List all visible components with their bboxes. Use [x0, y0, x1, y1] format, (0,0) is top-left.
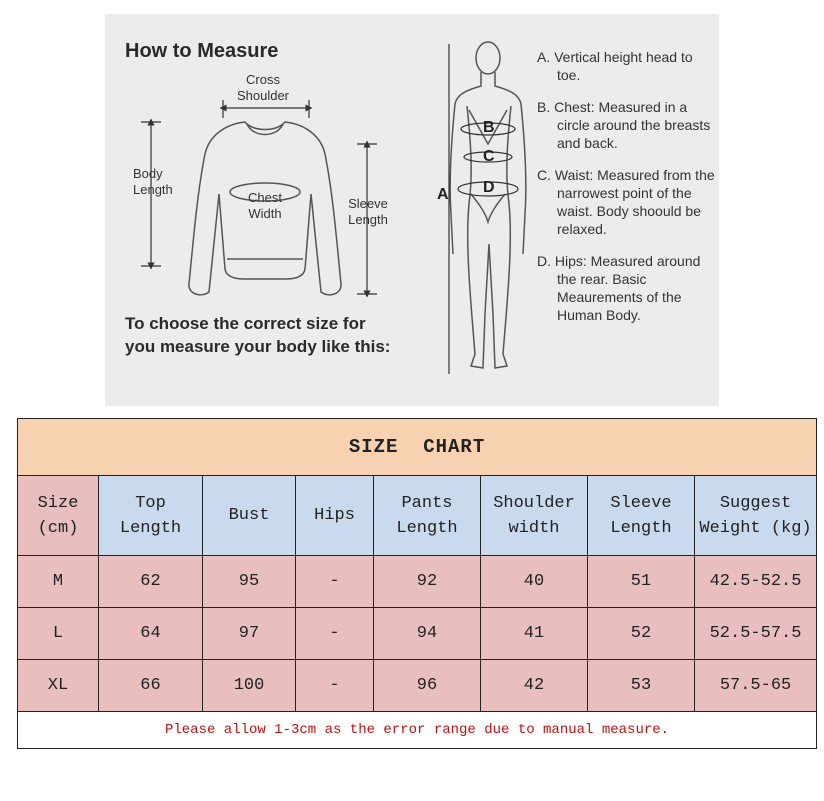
header-sleeve-length: Sleeve Length: [588, 476, 695, 556]
cell-pants-length: 96: [374, 660, 481, 712]
header-hips: Hips: [296, 476, 374, 556]
sleeve-length-label: Sleeve Length: [348, 196, 388, 227]
definition-a: A. Vertical height head to toe.: [537, 49, 693, 83]
cell-top-length: 66: [99, 660, 203, 712]
body-length-label: Body Length: [133, 166, 173, 197]
header-bust: Bust: [203, 476, 296, 556]
cell-sleeve-length: 53: [588, 660, 695, 712]
chest-width-label: Chest Width: [248, 190, 282, 221]
error-range-note: Please allow 1-3cm as the error range due to manual measure.: [18, 712, 817, 749]
measure-guide-panel: [105, 14, 719, 406]
cell-sleeve-length: 51: [588, 556, 695, 608]
cell-pants-length: 92: [374, 556, 481, 608]
cell-hips: -: [296, 608, 374, 660]
body-outline: [450, 42, 526, 368]
size-chart-title: SIZE CHART: [18, 419, 817, 476]
measurement-definitions: [537, 48, 717, 334]
header-size: Size (cm): [18, 476, 99, 556]
table-row: [18, 660, 817, 712]
guide-title: How to Measure: [125, 40, 279, 62]
cell-suggest-weight: 42.5-52.5: [695, 556, 817, 608]
cell-size: M: [18, 556, 99, 608]
header-top-length: Top Length: [99, 476, 203, 556]
cell-hips: -: [296, 556, 374, 608]
figure-letter-d: D: [483, 179, 495, 196]
cell-shoulder-width: 40: [481, 556, 588, 608]
table-row: [18, 556, 817, 608]
header-shoulder-width: Shoulder width: [481, 476, 588, 556]
cell-suggest-weight: 57.5-65: [695, 660, 817, 712]
cell-shoulder-width: 41: [481, 608, 588, 660]
header-suggest-weight: Suggest Weight (kg): [695, 476, 817, 556]
size-chart-table: [17, 418, 817, 749]
cell-hips: -: [296, 660, 374, 712]
cell-bust: 95: [203, 556, 296, 608]
header-row: [18, 476, 817, 556]
definition-b: B. Chest: Measured in a circle around the breasts and back.: [537, 99, 711, 151]
cell-suggest-weight: 52.5-57.5: [695, 608, 817, 660]
definition-d: D. Hips: Measured around the rear. Basic Meaurements of the Human Body.: [537, 253, 701, 323]
figure-letter-b: B: [483, 119, 495, 136]
cell-size: L: [18, 608, 99, 660]
cell-shoulder-width: 42: [481, 660, 588, 712]
figure-letter-a: A: [437, 186, 449, 203]
table-row: [18, 608, 817, 660]
cell-sleeve-length: 52: [588, 608, 695, 660]
choose-size-text: To choose the correct size for you measure your body like this:: [125, 314, 391, 356]
cross-shoulder-label: Cross Shoulder: [236, 72, 290, 103]
figure-letter-c: C: [483, 148, 495, 165]
cell-pants-length: 94: [374, 608, 481, 660]
cell-top-length: 62: [99, 556, 203, 608]
cell-top-length: 64: [99, 608, 203, 660]
cell-bust: 100: [203, 660, 296, 712]
cell-bust: 97: [203, 608, 296, 660]
cell-size: XL: [18, 660, 99, 712]
header-pants-length: Pants Length: [374, 476, 481, 556]
definition-c: C. Waist: Measured from the narrowest point of the waist. Body shoould be relaxed.: [537, 167, 715, 237]
